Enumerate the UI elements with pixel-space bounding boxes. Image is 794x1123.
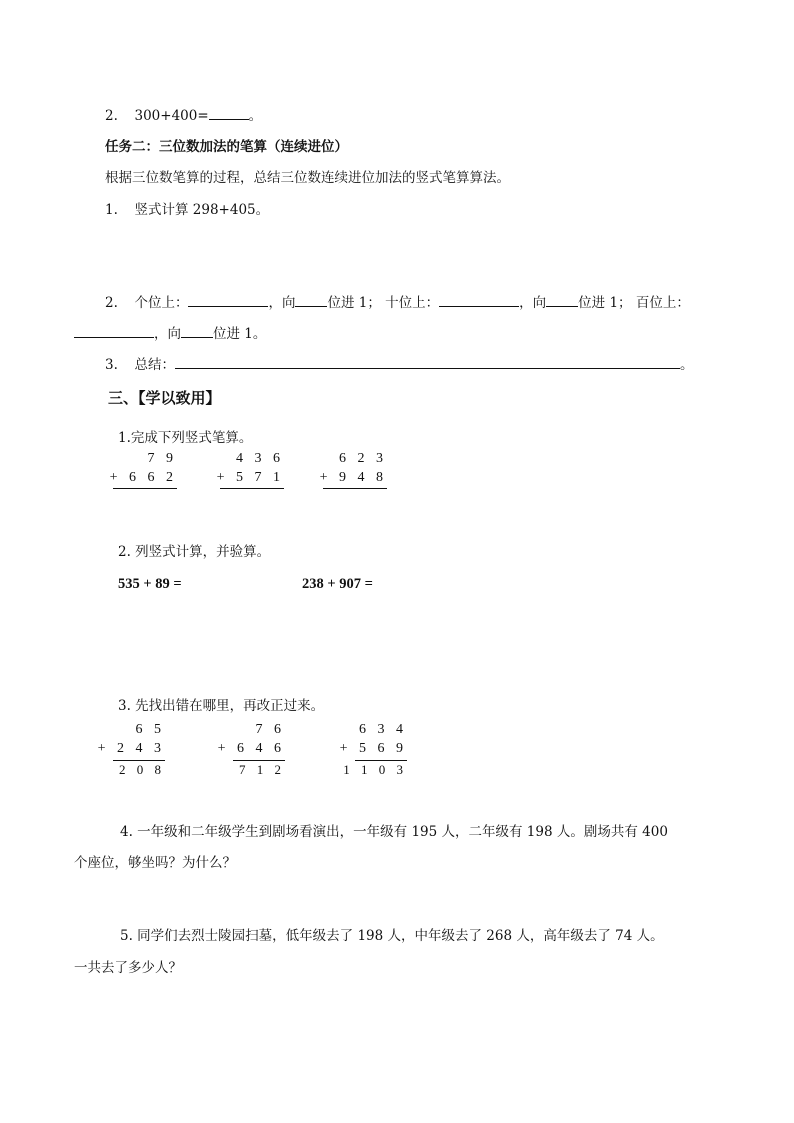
tens-blank[interactable]: [439, 292, 519, 307]
sum-line: [113, 488, 177, 489]
sum-line: [113, 760, 165, 761]
answer-blank[interactable]: [209, 105, 249, 120]
vertical-problem: [319, 451, 387, 491]
top-number: 7 6: [255, 722, 285, 737]
ones-carry-blank[interactable]: [295, 292, 327, 307]
q2-expression-1: 535 + 89 =: [118, 576, 182, 592]
error-problem: [217, 722, 285, 782]
tens-carry-blank[interactable]: [546, 292, 578, 307]
bottom-number: + 6 6 2: [109, 470, 177, 485]
bottom-number: + 5 6 9: [339, 741, 407, 756]
q2-expression-2: 238 + 907 =: [302, 576, 373, 592]
hundreds-blank[interactable]: [74, 323, 154, 338]
item1-text: 竖式计算 298+405。: [134, 202, 270, 218]
error-problem: [339, 722, 407, 782]
error-problem: [97, 722, 165, 782]
q4-line1: 4. 一年级和二年级学生到剧场看演出，一年级有 195 人，二年级有 198 人。剧场共有 400: [120, 824, 668, 840]
q3-text: 3. 先找出错在哪里，再改正过来。: [118, 698, 325, 714]
top-number: 6 2 3: [339, 451, 387, 466]
section3-title: 三、【学以致用】: [108, 389, 221, 407]
bottom-number: + 2 4 3: [97, 741, 165, 756]
top-number: 7 9: [147, 451, 177, 466]
wrong-result: 2 0 8: [119, 762, 165, 777]
ones-blank[interactable]: [188, 292, 268, 307]
summary-blank[interactable]: [175, 354, 680, 369]
top-number: 6 5: [135, 722, 165, 737]
top-number: 4 3 6: [236, 451, 284, 466]
vertical-problem: [216, 451, 284, 491]
q1-text: 1.完成下列竖式笔算。: [118, 430, 253, 446]
task2-title: 任务二：三位数加法的笔算（连续进位）: [105, 139, 348, 155]
q5-line2: 一共去了多少人？: [74, 960, 182, 976]
bottom-number: + 9 4 8: [319, 470, 387, 485]
q4-line2: 个座位，够坐吗？为什么？: [74, 855, 236, 871]
task2-item3: 3. 总结： 。: [105, 353, 693, 373]
task2-description: 根据三位数笔算的过程，总结三位数连续进位加法的竖式笔算算法。: [105, 170, 510, 186]
q2-text: 2. 列竖式计算，并验算。: [118, 544, 271, 560]
task2-item2-line2: ，向 位进 1。: [74, 322, 266, 342]
bottom-number: + 6 4 6: [217, 741, 285, 756]
hundreds-carry-blank[interactable]: [181, 323, 213, 338]
expression: 300+400=: [134, 108, 209, 124]
top-number: 6 3 4: [359, 722, 407, 737]
task1-item2: 2. 300+400= 。: [105, 104, 262, 124]
sum-line: [220, 488, 284, 489]
q5-line1: 5. 同学们去烈士陵园扫墓，低年级去了 198 人，中年级去了 268 人，高年级去了 74 人。: [120, 928, 664, 944]
bottom-number: + 5 7 1: [216, 470, 284, 485]
wrong-result: 1 1 0 3: [343, 762, 407, 777]
vertical-problem: [109, 451, 177, 491]
task2-item1: 1. 竖式计算 298+405。: [105, 202, 270, 218]
task2-item2-line1: 2. 个位上： ，向 位进 1； 十位上： ，向 位进 1； 百位上：: [105, 291, 690, 311]
sum-line: [323, 488, 387, 489]
item-number: 2.: [105, 108, 118, 124]
sum-line: [233, 760, 285, 761]
sum-line: [355, 760, 407, 761]
wrong-result: 7 1 2: [239, 762, 285, 777]
